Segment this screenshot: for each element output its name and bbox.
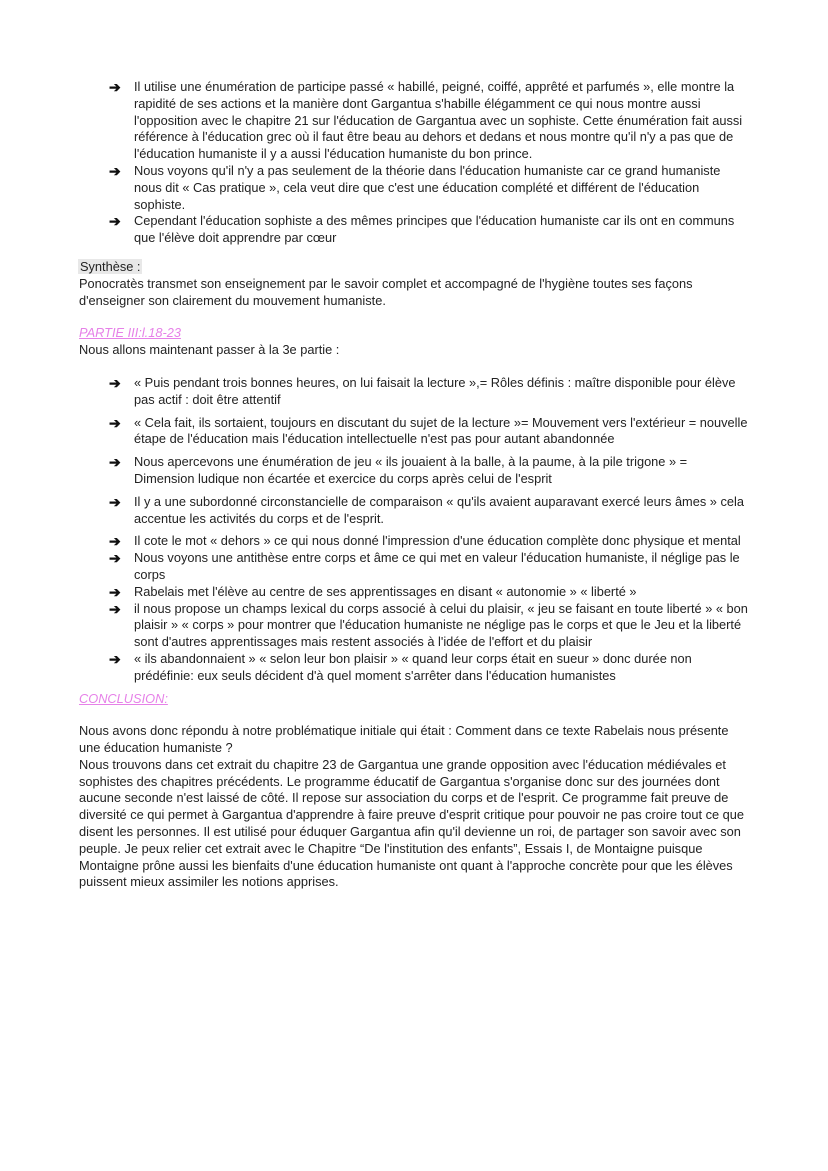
synthese-block (79, 259, 751, 309)
spacer (79, 359, 751, 375)
partie3-list (79, 375, 751, 685)
list-item (79, 415, 751, 449)
spacer (79, 707, 751, 723)
arrow-right-icon: ➔ (109, 583, 121, 600)
arrow-right-icon: ➔ (109, 414, 121, 431)
list-item (79, 494, 751, 528)
arrow-right-icon: ➔ (109, 162, 121, 179)
list-item-text: Il y a une subordonné circonstancielle de comparaison « qu'ils avaient auparavant exercé leurs âmes » cela accentue les activités du corps et de l'esprit. (134, 493, 744, 526)
list-item (79, 584, 751, 601)
list-item (79, 550, 751, 584)
list-item-text: Il utilise une énumération de participe passé « habillé, peigné, coiffé, apprêté et parfumés », elle montre la rapidité de ses actions et la manière dont Gargantua s'habille élégamment ce qui nous montre aussi l'opposition avec le chapitre 21 sur l'éducation de Gargantua avec un sophiste. Cette énumération fait aussi référence à l'éducation grec où il faut être beau au dehors et dedans et nous montre qu'il n'y a pas que de l'éducation humaniste il y a aussi l'éducation humaniste du bon prince. (134, 79, 743, 162)
list-item-text: Il cote le mot « dehors » ce qui nous donné l'impression d'une éducation complète donc physique et mental (134, 533, 741, 549)
conclusion-paragraph-1: Nous avons donc répondu à notre problématique initiale qui était : Comment dans ce texte Rabelais nous présente une éducation humaniste ? (79, 723, 729, 756)
list-item-text: « Cela fait, ils sortaient, toujours en discutant du sujet de la lecture »= Mouvement vers l'extérieur = nouvelle étape de l'éducation mais l'éducation intellectuelle n'est pas pour autant abandonnée (134, 414, 748, 447)
arrow-right-icon: ➔ (109, 650, 121, 667)
arrow-right-icon: ➔ (109, 213, 121, 230)
list-item (79, 454, 751, 488)
list-item-text: Nous voyons une antithèse entre corps et âme ce qui met en valeur l'éducation humaniste, il néglige pas le corps (134, 550, 740, 582)
document-page (79, 79, 751, 891)
conclusion-title: CONCLUSION: (79, 690, 168, 706)
arrow-right-icon: ➔ (109, 533, 121, 550)
list-item-text: il nous propose un champs lexical du corps associé à celui du plaisir, « jeu se faisant en toute liberté » « bon plaisir » « corps » pour montrer que l'éducation humaniste ne néglige pas le corps et que le Jeu et la liberté sont d'autres apprentissages mais restent associés à l'idée de l'effort et du plaisir (134, 600, 748, 650)
arrow-right-icon: ➔ (109, 493, 121, 510)
arrow-right-icon: ➔ (109, 600, 121, 617)
list-item (79, 79, 751, 163)
arrow-right-icon: ➔ (109, 550, 121, 567)
synthese-label: Synthèse : (80, 258, 141, 274)
arrow-right-icon: ➔ (109, 454, 121, 471)
synthese-text: Ponocratès transmet son enseignement par le savoir complet et accompagné de l'hygiène toutes ses façons d'enseigner son clairement du mouvement humaniste. (79, 275, 693, 308)
list-item-text: Nous voyons qu'il n'y a pas seulement de la théorie dans l'éducation humaniste car ce grand humaniste nous dit « Cas pratique », cela veut dire que c'est une éducation complété et différent de l'éducation sophiste. (134, 162, 721, 212)
list-item-text: Cependant l'éducation sophiste a des mêmes principes que l'éducation humaniste car ils ont en communs que l'élève doit apprendre par cœur (134, 213, 735, 246)
list-item (79, 375, 751, 409)
arrow-right-icon: ➔ (109, 374, 121, 391)
list-item-text: Nous apercevons une énumération de jeu « ils jouaient à la balle, à la paume, à la pile trigone » = Dimension ludique non écartée et exercice du corps après celui de l'esprit (134, 454, 688, 486)
arrow-right-icon: ➔ (109, 79, 121, 95)
list-item (79, 213, 751, 247)
list-item-text: Rabelais met l'élève au centre de ses apprentissages en disant « autonomie » « liberté » (134, 583, 637, 599)
conclusion-paragraph-2: Nous trouvons dans cet extrait du chapitre 23 de Gargantua une grande opposition avec l'éducation médiévales et sophistes des chapitres précédents. Le programme éducatif de Gargantua s'organise donc sur des journées dont aucune seconde n'est laissé de côté. Il repose sur association du corps et de l'esprit. Ce programme fait preuve de diversité ce qui permet à Gargantua d'apprendre à faire preuve d'esprit critique pour pouvoir ne pas croire tout ce que disent les personnes. Il est utilisé pour éduquer Gargantua afin qu'il devienne un roi, de partager son savoir avec son peuple. Je peux relier cet extrait avec le Chapitre “De l'institution des enfants”, Essais I, de Montaigne puisque Montaigne prône aussi les bienfaits d'une éducation humaniste ont quant à l'approche concrète pour que les élèves puissent mieux assimiler les notions apprises. (79, 756, 745, 890)
list-item (79, 163, 751, 213)
partie3-title: PARTIE III:l.18-23 (79, 325, 181, 341)
list-item (79, 651, 751, 685)
partie3-intro: Nous allons maintenant passer à la 3e partie : (79, 342, 340, 358)
list-item-text: « ils abandonnaient » « selon leur bon plaisir » « quand leur corps était en sueur » donc durée non prédéfinie: eux seuls décident d'à quel moment s'arrêter dans l'éducation humanistes (134, 650, 692, 683)
list-item-text: « Puis pendant trois bonnes heures, on lui faisait la lecture »,= Rôles définis : maître disponible pour élève pas actif : doit être attentif (134, 374, 736, 407)
list-item (79, 601, 751, 651)
list-item (79, 533, 751, 550)
section1-list (79, 79, 751, 247)
